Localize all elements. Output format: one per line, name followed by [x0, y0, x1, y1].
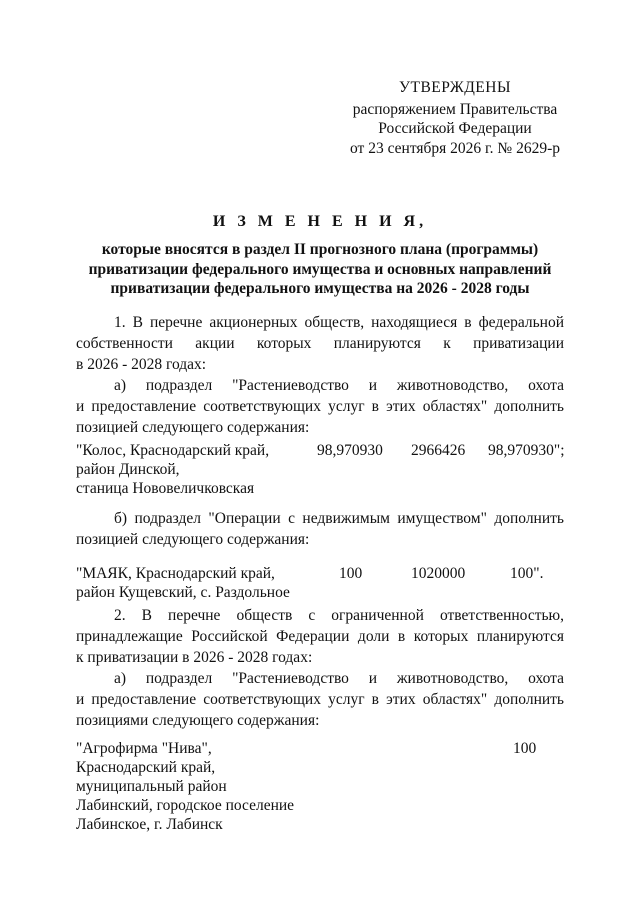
entry-name-line: Лабинское, г. Лабинск — [76, 816, 223, 833]
approval-line-1: распоряжением Правительства — [352, 100, 558, 118]
entry-name-line: район Динской, — [76, 461, 180, 478]
entry-count: 2966426 — [411, 442, 466, 459]
paragraph-line: и предоставление соответствующих услуг в этих областях" дополнить — [76, 398, 564, 415]
paragraph-line: а) подраздел "Растениеводство и животноводство, охота — [114, 670, 564, 687]
section-2-subsection-a — [76, 668, 564, 731]
entry-name-line: "МАЯК, Краснодарский край, — [76, 565, 275, 582]
entry-name-line: Лабинский, городское поселение — [76, 797, 295, 814]
subheading-line-2: приватизации федерального имущества и основных направлений — [88, 260, 552, 278]
paragraph-line: позициями следующего содержания: — [76, 712, 320, 729]
section-1-subsection-b — [76, 508, 564, 550]
entry-name-line: станица Нововеличковская — [76, 480, 255, 497]
section-2-intro — [76, 605, 564, 668]
paragraph-line: позицией следующего содержания: — [76, 419, 310, 436]
paragraph-line: в 2026 - 2028 годах: — [76, 356, 207, 373]
entry-share: 100 — [513, 740, 537, 757]
entry-name-line: Краснодарский край, — [76, 759, 216, 776]
entry-name-line: район Кущевский, с. Раздольное — [76, 584, 290, 601]
paragraph-line: а) подраздел "Растениеводство и животноводство, охота — [114, 377, 564, 394]
entry-name-line: муниципальный район — [76, 778, 227, 795]
paragraph-line: к приватизации в 2026 - 2028 годах: — [76, 649, 313, 666]
paragraph-line: позицией следующего содержания: — [76, 531, 310, 548]
entry-share: 98,970930 — [317, 442, 383, 459]
entry-name-line: "Колос, Краснодарский край, — [76, 442, 270, 459]
entry-share: 100 — [339, 565, 363, 582]
subheading-line-3: приватизации федерального имущества на 2026 - 2028 годы — [110, 280, 530, 297]
approval-line-2: Российской Федерации — [378, 120, 532, 137]
paragraph-line: 2. В перечне обществ с ограниченной ответственностью, — [114, 607, 564, 624]
entry-name-line: "Агрофирма "Нива", — [76, 740, 212, 757]
entry-count: 1020000 — [411, 565, 466, 582]
section-1-intro — [76, 312, 564, 375]
document-subheading — [76, 240, 564, 299]
paragraph-line: 1. В перечне акционерных обществ, находящиеся в федеральной — [114, 314, 564, 331]
approval-stamp — [330, 78, 580, 158]
paragraph-line: б) подраздел "Операции с недвижимым имуществом" дополнить — [114, 510, 564, 527]
paragraph-line: принадлежащие Российской Федерации доли в которых планируются — [76, 628, 564, 645]
paragraph-line: собственности акции которых планируются к приватизации — [76, 335, 564, 352]
approval-line-3: от 23 сентября 2026 г. № 2629-р — [350, 139, 560, 157]
subheading-line-1: которые вносятся в раздел II прогнозного плана (программы) — [101, 241, 539, 258]
paragraph-line: и предоставление соответствующих услуг в этих областях" дополнить — [76, 691, 564, 708]
entry-percent: 100". — [510, 565, 544, 582]
entry-percent: 98,970930"; — [488, 442, 565, 459]
document-heading: И З М Е Н Е Н И Я, — [212, 213, 428, 230]
section-1-subsection-a — [76, 375, 564, 438]
approval-title: УТВЕРЖДЕНЫ — [399, 79, 511, 96]
